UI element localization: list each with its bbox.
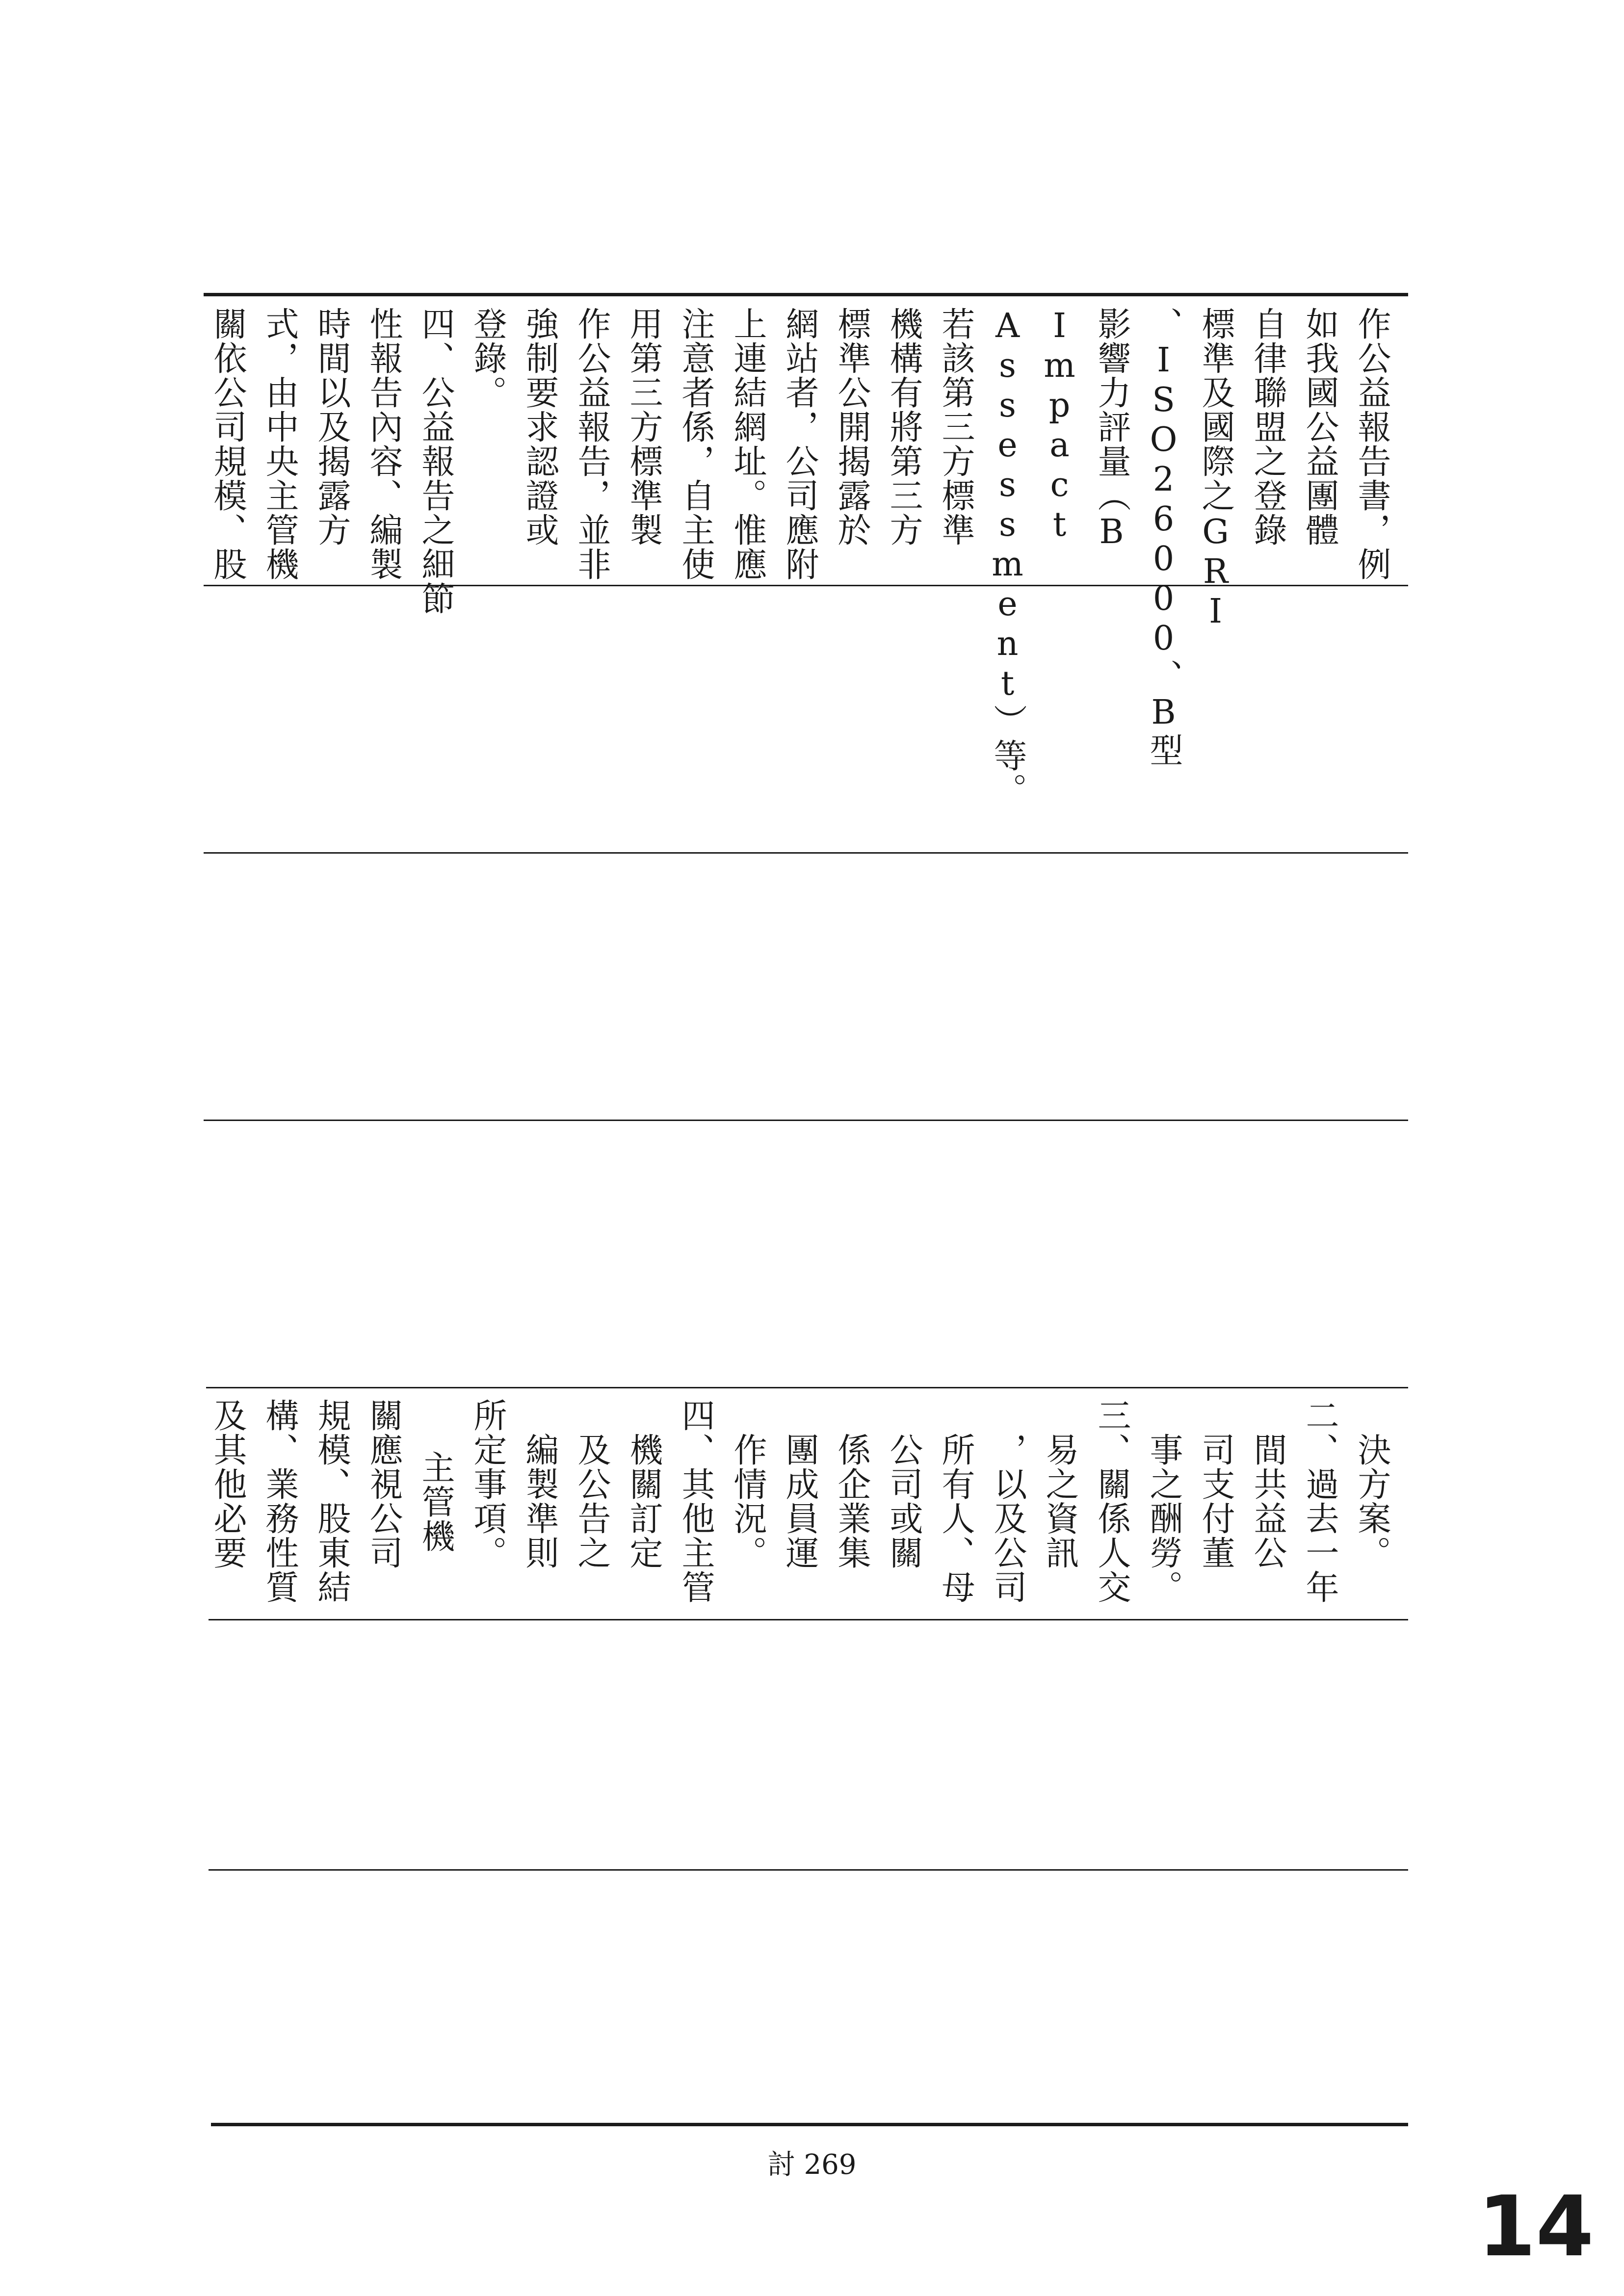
text-column: 作情況。 — [728, 1433, 767, 1570]
text-column: 關依公司規模、股 — [208, 307, 247, 581]
text-column: 性報告內容、編製 — [364, 307, 403, 581]
rule-6 — [209, 1869, 1408, 1871]
text-column: 係企業集 — [832, 1433, 871, 1570]
rule-4 — [206, 1387, 1408, 1388]
rule-3 — [204, 1120, 1408, 1121]
text-column: 注意者係，自主使 — [676, 307, 715, 581]
text-column: Impact — [1040, 307, 1079, 545]
page-number: 討 269 — [767, 2149, 857, 2181]
text-column: 及其他必要 — [208, 1398, 247, 1570]
text-column: 自律聯盟之登錄 — [1248, 307, 1287, 547]
text-column: 司支付董 — [1196, 1433, 1235, 1570]
text-column: 所定事項。 — [468, 1398, 507, 1570]
amendment-text-lower — [201, 1398, 1408, 1614]
text-column: 構、業務性質 — [260, 1398, 299, 1604]
text-column: 四、其他主管 — [676, 1398, 715, 1604]
text-column: 事之酬勞。 — [1144, 1433, 1183, 1604]
handwritten-page-number: 14 — [1478, 2178, 1594, 2275]
text-column: 作公益報告，並非 — [572, 307, 611, 581]
text-column: 機關訂定 — [624, 1433, 663, 1570]
text-column: 標準公開揭露於 — [832, 307, 871, 547]
text-column: 團成員運 — [780, 1433, 819, 1570]
rule-top — [204, 293, 1408, 296]
text-column: 二、過去一年 — [1300, 1398, 1339, 1604]
text-column: 式，由中央主管機 — [260, 307, 299, 581]
text-column: 關應視公司 — [364, 1398, 403, 1570]
text-column: Assessment）等。 — [988, 307, 1027, 807]
text-column: 強制要求認證或 — [520, 307, 559, 547]
text-column: 如我國公益團體 — [1300, 307, 1339, 547]
text-column: 標準及國際之GRI — [1196, 307, 1235, 632]
text-column: 所有人、母 — [936, 1433, 975, 1604]
text-column: 主管機 — [416, 1450, 455, 1553]
text-column: 及公告之 — [572, 1433, 611, 1570]
text-column: 間共益公 — [1248, 1433, 1287, 1570]
text-column: 作公益報告書，例 — [1352, 307, 1391, 581]
text-column: 規模、股東結 — [312, 1398, 351, 1604]
text-column: 四、公益報告之細節 — [416, 307, 455, 616]
rule-2 — [204, 852, 1408, 854]
text-column: 三、關係人交 — [1092, 1398, 1131, 1604]
text-column: 、ISO26000、B型 — [1144, 307, 1183, 767]
text-column: 編製準則 — [520, 1433, 559, 1570]
text-column: 登錄。 — [468, 307, 507, 410]
text-column: 上連結網址。惟應 — [728, 307, 767, 581]
text-column: ，以及公司 — [988, 1433, 1027, 1604]
amendment-text-top — [201, 307, 1408, 807]
text-column: 網站者，公司應附 — [780, 307, 819, 581]
text-column: 易之資訊 — [1040, 1433, 1079, 1570]
text-column: 若該第三方標準 — [936, 307, 975, 547]
text-column: 決方案。 — [1352, 1433, 1391, 1570]
text-column: 機構有將第三方 — [884, 307, 923, 547]
rule-5 — [209, 1619, 1408, 1620]
text-column: 公司或關 — [884, 1433, 923, 1570]
text-column: 時間以及揭露方 — [312, 307, 351, 547]
text-column: 影響力評量（B — [1092, 307, 1131, 552]
text-column: 用第三方標準製 — [624, 307, 663, 547]
rule-bottom — [211, 2123, 1408, 2126]
